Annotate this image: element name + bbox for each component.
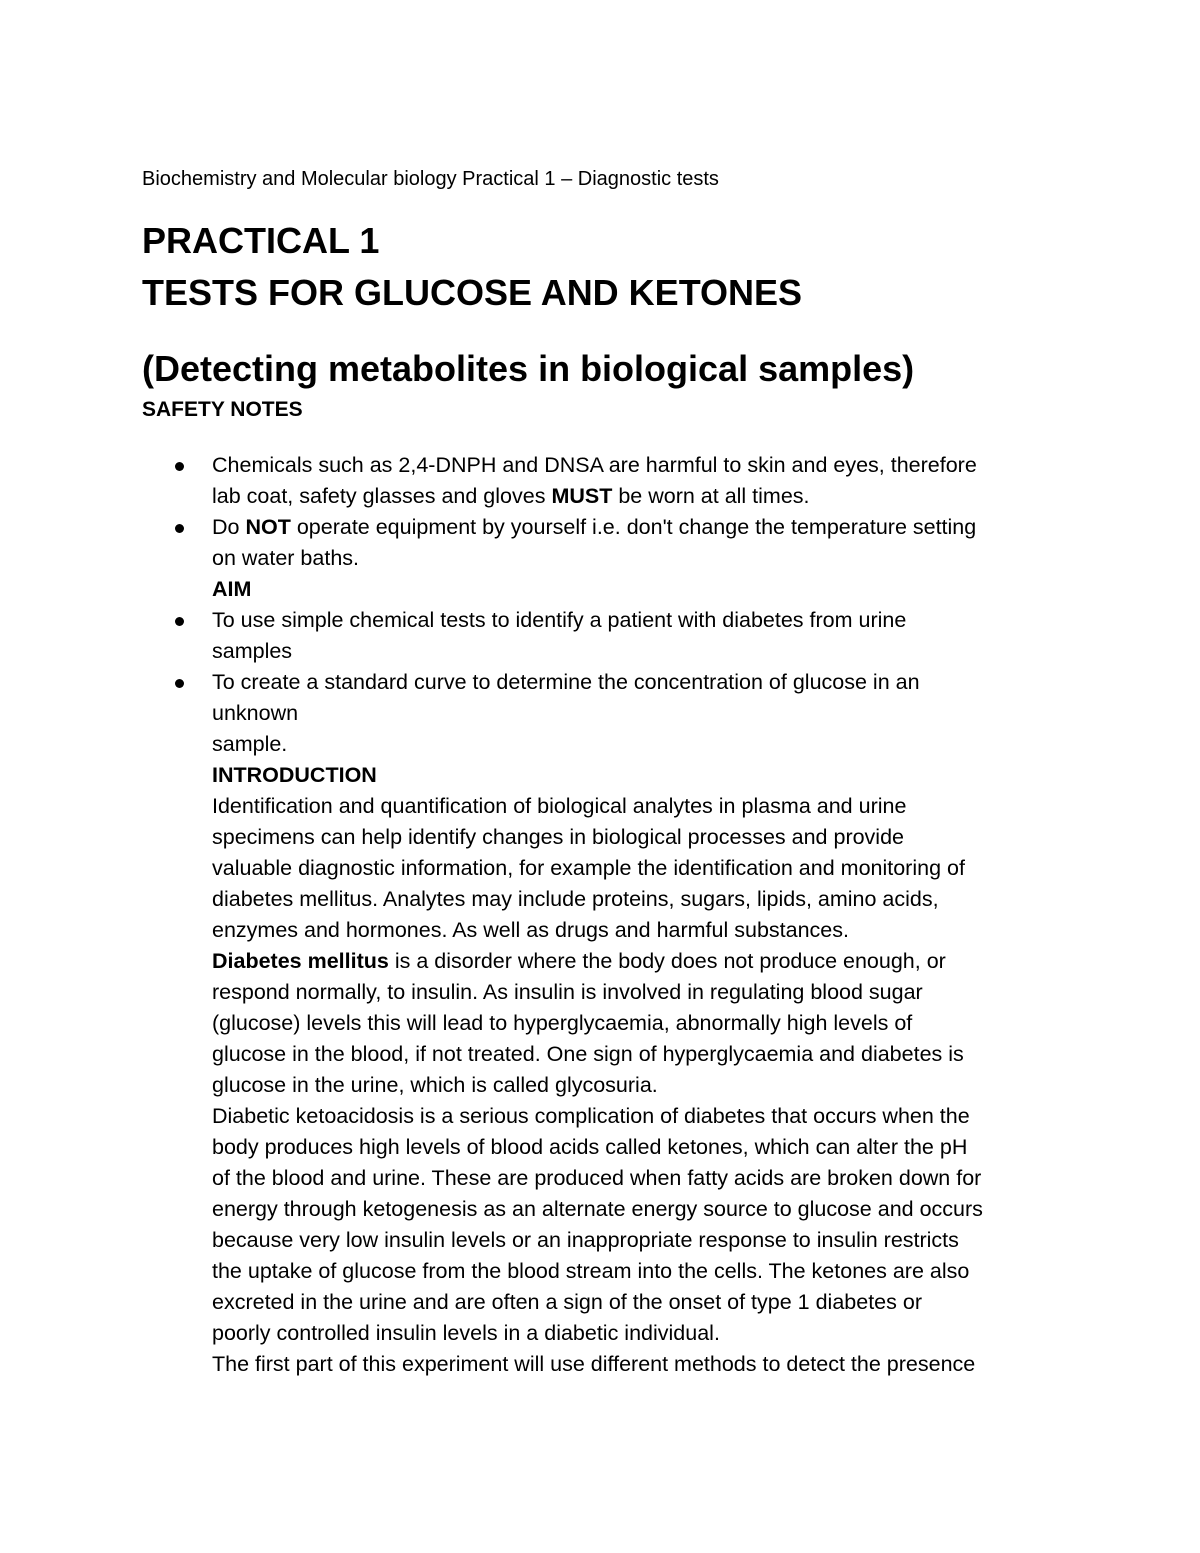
- intro-p3-line: Diabetic ketoacidosis is a serious complication of diabetes that occurs when the: [212, 1104, 970, 1128]
- intro-p1-line: diabetes mellitus. Analytes may include proteins, sugars, lipids, amino acids,: [212, 887, 939, 911]
- intro-p2-line: glucose in the blood, if not treated. One sign of hyperglycaemia and diabetes is: [212, 1042, 964, 1066]
- bullet-icon: [175, 617, 184, 626]
- safety-bullet-1: [212, 450, 1072, 481]
- aim-heading: AIM: [212, 577, 252, 601]
- emphasis-not: NOT: [245, 515, 291, 539]
- intro-heading-line: [212, 760, 1072, 791]
- intro-p3-line: excreted in the urine and are often a sign of the onset of type 1 diabetes or: [212, 1290, 922, 1314]
- intro-p1-line: Identification and quantification of biological analytes in plasma and urine: [212, 794, 907, 818]
- bullet-icon: [175, 679, 184, 688]
- intro-p3-line: of the blood and urine. These are produced when fatty acids are broken down for: [212, 1166, 982, 1190]
- safety-bullet-2-text: Do: [212, 515, 246, 539]
- introduction-heading: INTRODUCTION: [212, 763, 377, 787]
- title-practical-number: PRACTICAL 1: [142, 220, 380, 261]
- aim-bullet-1-cont: samples: [212, 639, 293, 663]
- intro-p2-line: glucose in the urine, which is called glycosuria.: [212, 1073, 658, 1097]
- safety-bullet-1-text: lab coat, safety glasses and gloves: [212, 484, 552, 508]
- body-text: [212, 450, 1072, 1380]
- intro-p2-first-line: [212, 946, 1072, 977]
- aim-heading-line: [212, 574, 1072, 605]
- safety-bullet-2-cont: on water baths.: [212, 546, 360, 570]
- safety-bullet-2: [212, 512, 1072, 543]
- intro-p3-line: poorly controlled insulin levels in a diabetic individual.: [212, 1321, 720, 1345]
- bullet-icon: [175, 462, 184, 471]
- intro-p1-line: enzymes and hormones. As well as drugs and harmful substances.: [212, 918, 849, 942]
- term-diabetes-mellitus: Diabetes mellitus: [212, 949, 389, 973]
- safety-bullet-1-line-1: Chemicals such as 2,4-DNPH and DNSA are harmful to skin and eyes, therefore: [212, 453, 977, 477]
- safety-bullet-1-text-end: be worn at all times.: [612, 484, 810, 508]
- intro-p3-line: body produces high levels of blood acids called ketones, which can alter the pH: [212, 1135, 968, 1159]
- emphasis-must: MUST: [551, 484, 613, 508]
- intro-p2-text: is a disorder where the body does not produce enough, or: [388, 949, 946, 973]
- aim-bullet-2-cont-2: sample.: [212, 732, 288, 756]
- intro-p2-line: respond normally, to insulin. As insulin is involved in regulating blood sugar: [212, 980, 923, 1004]
- running-header: Biochemistry and Molecular biology Practical 1 – Diagnostic tests: [142, 168, 719, 190]
- intro-p3-line: because very low insulin levels or an inappropriate response to insulin restricts: [212, 1228, 959, 1252]
- intro-p1-line: specimens can help identify changes in biological processes and provide: [212, 825, 904, 849]
- intro-p3-line: the uptake of glucose from the blood stream into the cells. The ketones are also: [212, 1259, 970, 1283]
- safety-bullet-1-cont: [212, 481, 1072, 512]
- safety-notes-heading: SAFETY NOTES: [142, 398, 303, 421]
- safety-bullet-2-text-end: operate equipment by yourself i.e. don't change the temperature setting: [290, 515, 977, 539]
- aim-bullet-1-text: To use simple chemical tests to identify a patient with diabetes from urine: [212, 608, 907, 632]
- aim-bullet-1: [212, 605, 1072, 636]
- aim-bullet-2-text: To create a standard curve to determine the concentration of glucose in an: [212, 670, 920, 694]
- intro-p2-line: (glucose) levels this will lead to hyperglycaemia, abnormally high levels of: [212, 1011, 913, 1035]
- aim-bullet-2-cont-1: unknown: [212, 701, 299, 725]
- aim-bullet-2: [212, 667, 1072, 698]
- intro-p3-line: energy through ketogenesis as an alternate energy source to glucose and occurs: [212, 1197, 983, 1221]
- title-tests: TESTS FOR GLUCOSE AND KETONES: [142, 272, 803, 313]
- subtitle: (Detecting metabolites in biological samples): [142, 348, 915, 389]
- intro-p1-line: valuable diagnostic information, for example the identification and monitoring of: [212, 856, 965, 880]
- bullet-icon: [175, 524, 184, 533]
- intro-p4-line: The first part of this experiment will use different methods to detect the presence: [212, 1352, 976, 1376]
